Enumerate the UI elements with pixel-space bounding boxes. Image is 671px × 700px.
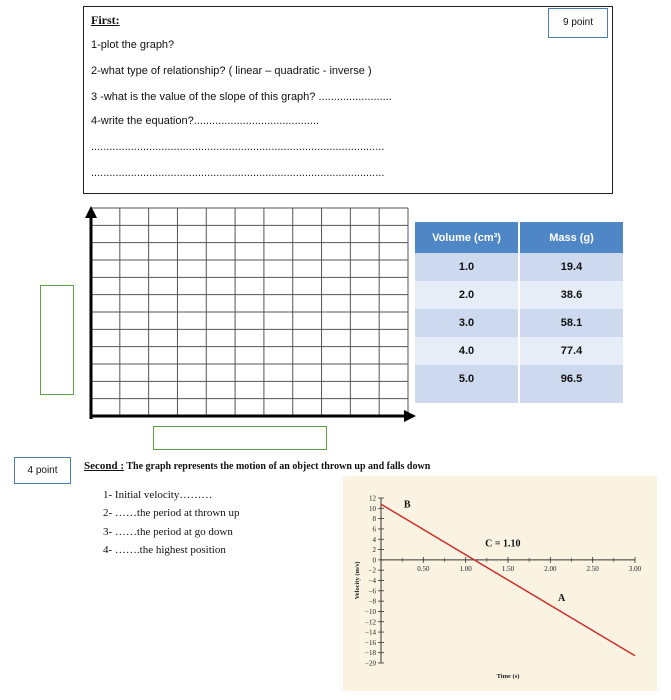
header-mass: Mass (g) <box>520 222 623 253</box>
y-tick-label: 8 <box>372 515 376 524</box>
x-axis-label-box[interactable] <box>153 426 327 450</box>
y-tick-label: 0 <box>372 556 376 565</box>
question-2: 2-what type of relationship? ( linear – quadratic - inverse ) <box>91 65 372 77</box>
y-tick-label: 6 <box>372 525 376 534</box>
x-tick-label: 0.50 <box>417 564 430 573</box>
y-tick-label: −18 <box>365 649 376 658</box>
answer-line-2: ................................................................................................ <box>91 167 385 179</box>
chart-annotation: B <box>403 499 411 511</box>
mass-cell: 58.1 <box>520 309 623 337</box>
volume-cell: 4.0 <box>415 337 518 365</box>
y-axis-label: Velocity (m/s) <box>354 561 361 600</box>
y-tick-label: −4 <box>368 577 376 585</box>
y-tick-label: −16 <box>365 638 376 647</box>
table-row <box>415 337 623 365</box>
second-heading-text: The graph represents the motion of an object thrown up and falls down <box>124 461 431 472</box>
second-question-3: 3- ……the period at go down <box>103 526 233 538</box>
second-question-1: 1- Initial velocity……… <box>103 489 213 501</box>
mass-cell: 38.6 <box>520 281 623 309</box>
question-4: 4-write the equation?......................................... <box>91 115 320 127</box>
y-tick-label: −2 <box>368 566 376 575</box>
y-tick-label: 12 <box>369 494 376 503</box>
second-label: Second : <box>84 460 125 472</box>
second-points-badge: 4 point <box>14 457 71 484</box>
chart-annotation: A <box>557 593 566 605</box>
table-row <box>415 281 623 309</box>
x-tick-label: 1.50 <box>501 564 515 573</box>
y-tick-label: −6 <box>368 587 376 596</box>
volume-cell: 2.0 <box>415 281 518 309</box>
header-volume: Volume (cm³) <box>415 222 518 253</box>
y-tick-label: 4 <box>372 535 376 544</box>
y-tick-label: −14 <box>365 628 376 637</box>
table-row <box>415 253 623 281</box>
y-tick-label: 2 <box>372 546 376 555</box>
table-row <box>415 365 623 393</box>
second-heading <box>84 460 430 472</box>
x-tick-label: 2.00 <box>544 564 557 573</box>
question-1: 1-plot the graph? <box>91 39 175 51</box>
first-heading: First: <box>91 13 120 27</box>
y-tick-label: −8 <box>368 597 376 606</box>
table-row-empty <box>415 393 623 403</box>
table-row <box>415 309 623 337</box>
second-question-4: 4- …….the highest position <box>103 544 226 556</box>
volume-cell: 1.0 <box>415 253 518 281</box>
first-points-badge: 9 point <box>548 8 608 38</box>
y-tick-label: −12 <box>365 618 376 627</box>
volume-cell: 3.0 <box>415 309 518 337</box>
second-question-2: 2- ……the period at thrown up <box>103 507 240 519</box>
velocity-time-chart <box>343 476 657 691</box>
mass-cell: 19.4 <box>520 253 623 281</box>
empty-cell <box>520 393 623 403</box>
mass-cell: 96.5 <box>520 365 623 393</box>
x-tick-label: 2.50 <box>586 564 599 573</box>
y-tick-label: −20 <box>365 659 376 668</box>
blank-graph-grid <box>84 204 420 424</box>
chart-annotation: C = 1.10 <box>485 538 521 550</box>
x-tick-label: 1.00 <box>459 564 472 573</box>
grid-lines <box>91 208 408 416</box>
answer-line-1: ................................................................................................ <box>91 141 385 153</box>
empty-cell <box>415 393 518 403</box>
x-axis-arrow <box>404 410 416 422</box>
volume-mass-table <box>413 222 625 403</box>
y-tick-label: 10 <box>369 504 376 513</box>
y-axis-label-box[interactable] <box>40 285 74 395</box>
question-3: 3 -what is the value of the slope of this graph? ........................ <box>91 91 392 103</box>
velocity-line <box>381 504 635 656</box>
x-axis-label: Time (s) <box>496 673 520 680</box>
x-tick-label: 3.00 <box>628 564 642 573</box>
volume-cell: 5.0 <box>415 365 518 393</box>
y-tick-label: −10 <box>365 607 376 616</box>
mass-cell: 77.4 <box>520 337 623 365</box>
table-header-row <box>415 222 623 253</box>
